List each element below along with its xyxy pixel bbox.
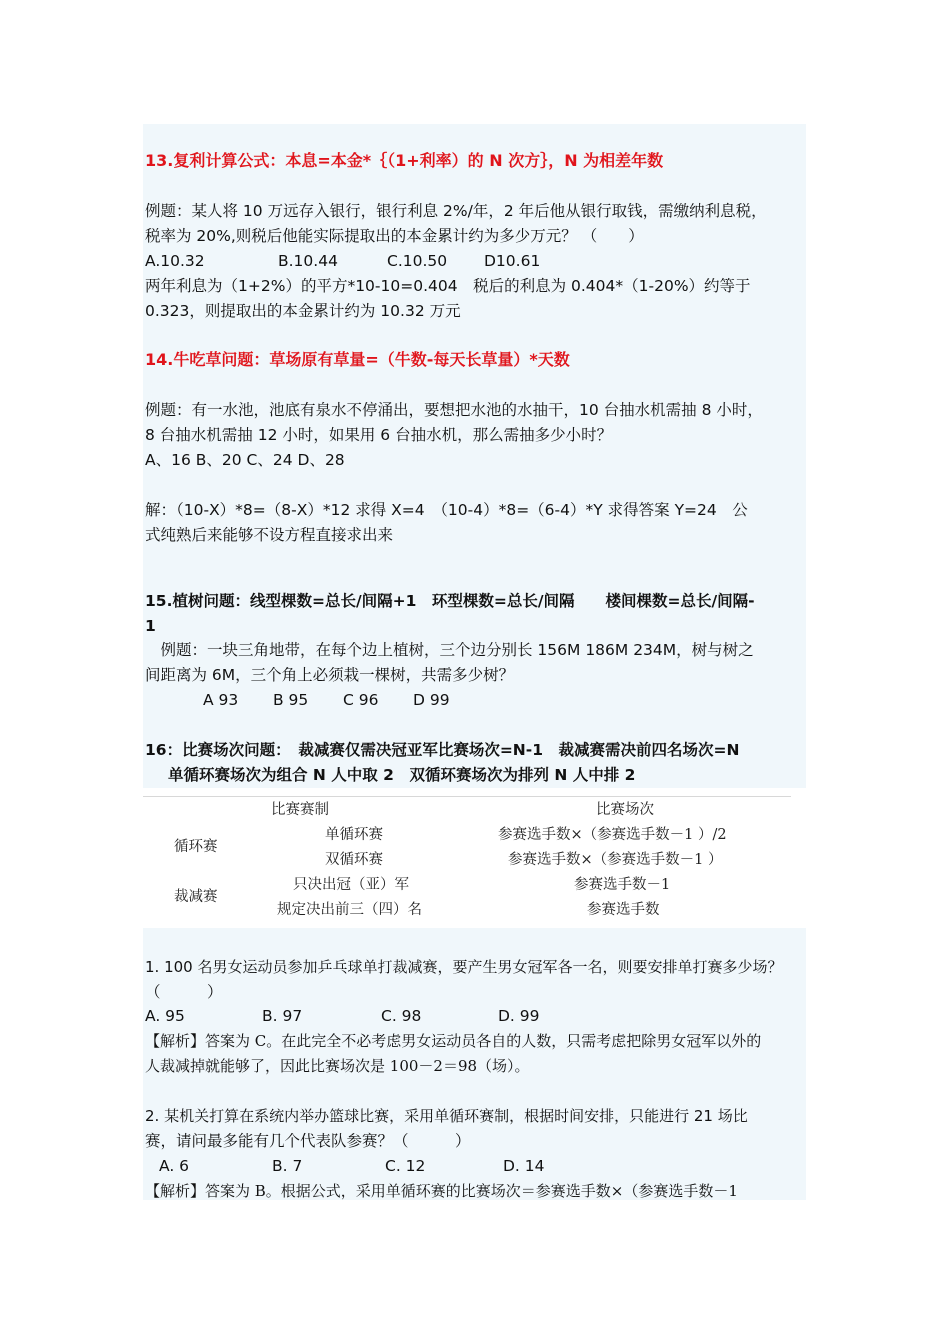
s15-question-line-2: 间距离为 6M，三个角上必须栽一棵树，共需多少树？ — [145, 666, 515, 684]
s14-answer-line-1: 解：（10-X）*8=（8-X）*12 求得 X=4 （10-4）*8=（6-4）*Y 求得答案 Y=24 公 — [145, 501, 748, 519]
p2-option-d: D. 14 — [503, 1157, 545, 1175]
s13-answer-line-1: 两年利息为（1+2%）的平方*10-10=0.404 税后的利息为 0.404*（1-20%）约等于 — [145, 277, 751, 295]
p2-question-line-1: 2. 某机关打算在系统内举办篮球比赛，采用单循环赛制，根据时间安排，只能进行 21 场比 — [145, 1107, 748, 1125]
table-row-2-matches: 参赛选手数×（参赛选手数－1 ） — [508, 852, 723, 868]
p2-option-c: C. 12 — [385, 1157, 426, 1175]
s15-option-a: A 93 — [203, 691, 239, 709]
section-16-title-line-1: 16：比赛场次问题： 裁减赛仅需决冠亚军比赛场次=N-1 裁减赛需决前四名场次=N — [145, 741, 740, 759]
table-group-elimination: 裁减赛 — [174, 889, 218, 905]
table-row-4-format: 规定决出前三（四）名 — [277, 902, 422, 918]
s13-option-a: A.10.32 — [145, 252, 205, 270]
s15-option-b: B 95 — [273, 691, 309, 709]
s13-answer-line-2: 0.323，则提取出的本金累计约为 10.32 万元 — [145, 302, 461, 320]
section-13-title: 13.复利计算公式：本息=本金*｛（1+利率）的 N 次方｝，N 为相差年数 — [145, 151, 664, 170]
s14-options: A、16 B、20 C、24 D、28 — [145, 451, 345, 469]
s13-option-d: D10.61 — [484, 252, 541, 270]
s14-question-line-2: 8 台抽水机需抽 12 小时，如果用 6 台抽水机，那么需抽多少小时？ — [145, 426, 613, 444]
s13-question-line-1: 例题：某人将 10 万远存入银行，银行利息 2%/年，2 年后他从银行取钱，需缴纳利息税， — [145, 202, 767, 220]
p1-question-line-2: （ ） — [145, 983, 223, 1001]
p1-explanation-line-2: 人裁减掉就能够了，因此比赛场次是 100－2＝98（场）。 — [145, 1057, 530, 1075]
table-row-2-format: 双循环赛 — [325, 852, 383, 868]
s13-option-b: B.10.44 — [278, 252, 338, 270]
p1-explanation-line-1: 【解析】答案为 C。在此完全不必考虑男女运动员各自的人数，只需考虑把除男女冠军以外的 — [145, 1032, 762, 1050]
s15-option-c: C 96 — [343, 691, 379, 709]
table-group-round-robin: 循环赛 — [174, 839, 218, 855]
s13-option-c: C.10.50 — [387, 252, 448, 270]
p2-explanation-line-1: 【解析】答案为 B。根据公式，采用单循环赛的比赛场次＝参赛选手数×（参赛选手数－1 — [145, 1182, 738, 1200]
table-row-1-format: 单循环赛 — [325, 827, 383, 843]
s15-question-line-1: 例题：一块三角地带，在每个边上植树，三个边分别长 156M 186M 234M，树与树之 — [145, 641, 754, 659]
p1-question-line-1: 1. 100 名男女运动员参加乒乓球单打裁减赛，要产生男女冠军各一名，则要安排单打赛多少场？ — [145, 958, 783, 976]
s13-question-line-2: 税率为 20%,则税后他能实际提取出的本金累计约为多少万元？ （ ） — [145, 227, 644, 245]
section-15-title-line-1: 15.植树问题：线型棵数=总长/间隔+1 环型棵数=总长/间隔 楼间棵数=总长/间隔- — [145, 592, 755, 610]
p1-option-c: C. 98 — [381, 1007, 422, 1025]
table-row-4-matches: 参赛选手数 — [587, 902, 660, 918]
p1-option-a: A. 95 — [145, 1007, 185, 1025]
section-15-title-line-2: 1 — [145, 617, 156, 635]
s15-option-d: D 99 — [413, 691, 450, 709]
table-row-3-format: 只决出冠（亚）军 — [293, 877, 409, 893]
table-header-matches: 比赛场次 — [596, 802, 654, 818]
p1-option-d: D. 99 — [498, 1007, 540, 1025]
s14-answer-line-2: 式纯熟后来能够不设方程直接求出来 — [145, 526, 394, 544]
s14-question-line-1: 例题：有一水池，池底有泉水不停涌出，要想把水池的水抽干，10 台抽水机需抽 8 小时， — [145, 401, 763, 419]
tournament-table — [143, 796, 791, 923]
table-row-1-matches: 参赛选手数×（参赛选手数－1 ）/2 — [498, 827, 727, 843]
table-header-format: 比赛赛制 — [271, 802, 329, 818]
section-16-title-line-2: 单循环赛场次为组合 N 人中取 2 双循环赛场次为排列 N 人中排 2 — [168, 766, 636, 784]
section-14-title: 14.牛吃草问题：草场原有草量=（牛数-每天长草量）*天数 — [145, 350, 570, 369]
table-row-3-matches: 参赛选手数－1 — [574, 877, 671, 893]
p2-question-line-2: 赛，请问最多能有几个代表队参赛？（ ） — [145, 1132, 471, 1150]
p2-option-b: B. 7 — [272, 1157, 303, 1175]
p1-option-b: B. 97 — [262, 1007, 303, 1025]
p2-option-a: A. 6 — [159, 1157, 190, 1175]
